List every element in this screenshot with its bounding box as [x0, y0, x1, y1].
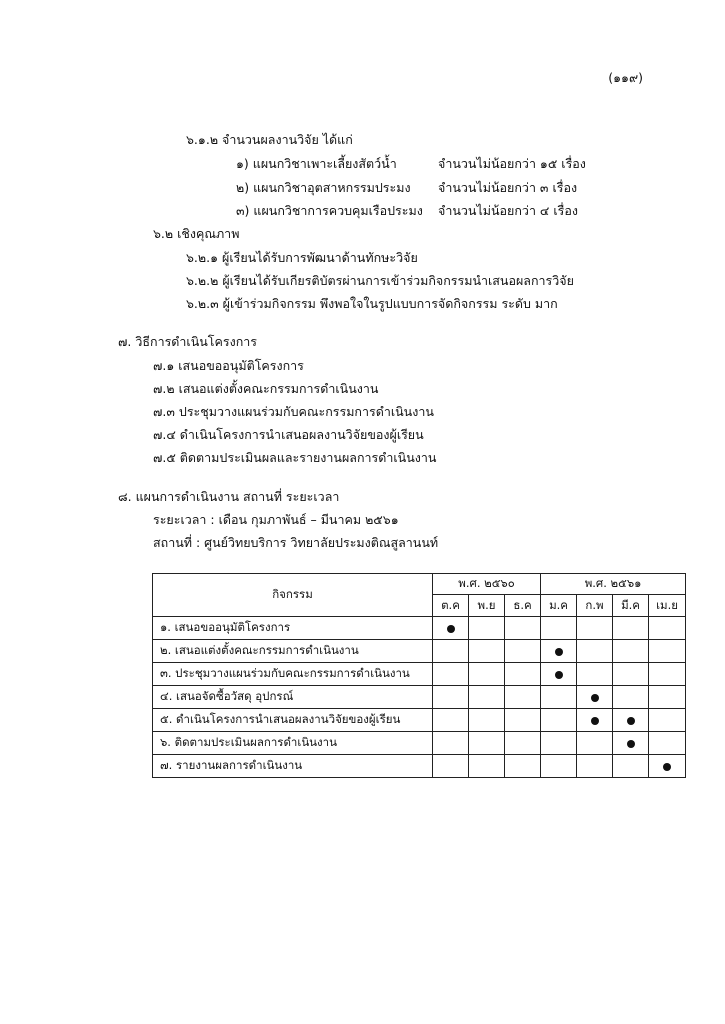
month-cell — [577, 709, 613, 732]
research-item-count: จำนวนไม่น้อยกว่า ๓ เรื่อง — [438, 180, 578, 195]
month-cell — [433, 755, 469, 778]
month-cell — [469, 686, 505, 709]
place-text: สถานที่ : ศูนย์วิทยบริการ วิทยาลัยประมงติณสูลานนท์ — [153, 535, 439, 550]
month-cell — [469, 617, 505, 640]
method-item: ๗.๒ เสนอแต่งตั้งคณะกรรมการดำเนินงาน — [153, 381, 379, 396]
month-cell — [577, 617, 613, 640]
table-row — [153, 732, 686, 755]
activity-cell: ๖. ติดตามประเมินผลการดำเนินงาน — [153, 732, 433, 755]
month-cell — [469, 755, 505, 778]
month-header: ม.ค — [541, 595, 577, 617]
month-cell — [541, 755, 577, 778]
schedule-mark-dot — [627, 740, 635, 748]
month-cell — [649, 663, 686, 686]
month-cell — [433, 640, 469, 663]
quality-item: ๖.๒.๓ ผู้เข้าร่วมกิจกรรม พึงพอใจในรูปแบบการจัดกิจกรรม ระดับ มาก — [186, 296, 558, 311]
table-row — [153, 663, 686, 686]
month-cell — [613, 732, 649, 755]
month-cell — [577, 732, 613, 755]
month-cell — [613, 709, 649, 732]
month-cell — [577, 686, 613, 709]
schedule-mark-dot — [591, 717, 599, 725]
research-item-count: จำนวนไม่น้อยกว่า ๑๕ เรื่อง — [438, 156, 586, 171]
section-8-heading: ๘. แผนการดำเนินงาน สถานที่ ระยะเวลา — [118, 489, 340, 504]
table-row — [153, 640, 686, 663]
month-cell — [613, 755, 649, 778]
year-header: พ.ศ. ๒๕๖๐ — [433, 574, 541, 595]
activity-cell: ๒. เสนอแต่งตั้งคณะกรรมการดำเนินงาน — [153, 640, 433, 663]
year-header: พ.ศ. ๒๕๖๑ — [541, 574, 686, 595]
month-cell — [433, 709, 469, 732]
month-cell — [613, 617, 649, 640]
month-cell — [433, 732, 469, 755]
month-cell — [469, 709, 505, 732]
table-row — [153, 617, 686, 640]
month-cell — [469, 732, 505, 755]
quality-item: ๖.๒.๑ ผู้เรียนได้รับการพัฒนาด้านทักษะวิจัย — [186, 250, 418, 265]
activity-cell: ๔. เสนอจัดซื้อวัสดุ อุปกรณ์ — [153, 686, 433, 709]
month-cell — [505, 732, 541, 755]
month-cell — [469, 640, 505, 663]
method-item: ๗.๓ ประชุมวางแผนร่วมกับคณะกรรมการดำเนินงาน — [153, 404, 434, 419]
month-cell — [613, 640, 649, 663]
month-cell — [649, 755, 686, 778]
month-cell — [649, 617, 686, 640]
schedule-mark-dot — [627, 717, 635, 725]
activity-cell: ๓. ประชุมวางแผนร่วมกับคณะกรรมการดำเนินงาน — [153, 663, 433, 686]
month-cell — [505, 663, 541, 686]
method-item: ๗.๑ เสนอขออนุมัติโครงการ — [153, 358, 304, 373]
month-cell — [649, 732, 686, 755]
month-cell — [613, 686, 649, 709]
month-cell — [505, 755, 541, 778]
month-cell — [541, 640, 577, 663]
schedule-mark-dot — [591, 694, 599, 702]
research-item-count: จำนวนไม่น้อยกว่า ๔ เรื่อง — [438, 203, 578, 218]
schedule-mark-dot — [555, 671, 563, 679]
page-number: (๑๑๙) — [608, 70, 643, 85]
month-cell — [649, 709, 686, 732]
research-item-label: ๓) แผนกวิชาการควบคุมเรือประมง — [236, 203, 423, 218]
month-cell — [541, 617, 577, 640]
activity-cell: ๑. เสนอขออนุมัติโครงการ — [153, 617, 433, 640]
month-cell — [577, 663, 613, 686]
table-row — [153, 755, 686, 778]
table-row — [153, 686, 686, 709]
activity-column-header: กิจกรรม — [153, 574, 433, 617]
month-cell — [613, 663, 649, 686]
month-header: พ.ย — [469, 595, 505, 617]
month-cell — [541, 686, 577, 709]
month-cell — [505, 640, 541, 663]
schedule-body — [153, 617, 686, 778]
month-cell — [433, 663, 469, 686]
month-cell — [649, 686, 686, 709]
schedule-mark-dot — [663, 763, 671, 771]
method-item: ๗.๕ ติดตามประเมินผลและรายงานผลการดำเนินงาน — [153, 450, 437, 465]
month-cell — [505, 709, 541, 732]
quality-heading: ๖.๒ เชิงคุณภาพ — [153, 226, 240, 241]
month-header: ธ.ค — [505, 595, 541, 617]
table-row — [153, 709, 686, 732]
quality-item: ๖.๒.๒ ผู้เรียนได้รับเกียรติบัตรผ่านการเข้าร่วมกิจกรรมนำเสนอผลการวิจัย — [186, 273, 574, 288]
research-count-heading: ๖.๑.๒ จำนวนผลงานวิจัย ได้แก่ — [186, 132, 353, 147]
month-cell — [577, 755, 613, 778]
month-cell — [505, 686, 541, 709]
month-cell — [541, 663, 577, 686]
activity-cell: ๗. รายงานผลการดำเนินงาน — [153, 755, 433, 778]
method-item: ๗.๔ ดำเนินโครงการนำเสนอผลงานวิจัยของผู้เรียน — [153, 427, 424, 442]
schedule-table — [152, 573, 686, 778]
month-cell — [541, 709, 577, 732]
month-header: ต.ค — [433, 595, 469, 617]
section-7-heading: ๗. วิธีการดำเนินโครงการ — [118, 334, 257, 349]
month-header: เม.ย — [649, 595, 686, 617]
schedule-mark-dot — [447, 625, 455, 633]
month-cell — [433, 617, 469, 640]
month-cell — [505, 617, 541, 640]
schedule-mark-dot — [555, 648, 563, 656]
month-cell — [649, 640, 686, 663]
month-cell — [469, 663, 505, 686]
month-header: มี.ค — [613, 595, 649, 617]
activity-cell: ๕. ดำเนินโครงการนำเสนอผลงานวิจัยของผู้เรียน — [153, 709, 433, 732]
month-cell — [433, 686, 469, 709]
research-item-label: ๑) แผนกวิชาเพาะเลี้ยงสัตว์น้ำ — [236, 156, 397, 171]
period-text: ระยะเวลา : เดือน กุมภาพันธ์ – มีนาคม ๒๕๖๑ — [153, 512, 399, 527]
month-header: ก.พ — [577, 595, 613, 617]
month-cell — [541, 732, 577, 755]
month-cell — [577, 640, 613, 663]
research-item-label: ๒) แผนกวิชาอุตสาหกรรมประมง — [236, 180, 411, 195]
